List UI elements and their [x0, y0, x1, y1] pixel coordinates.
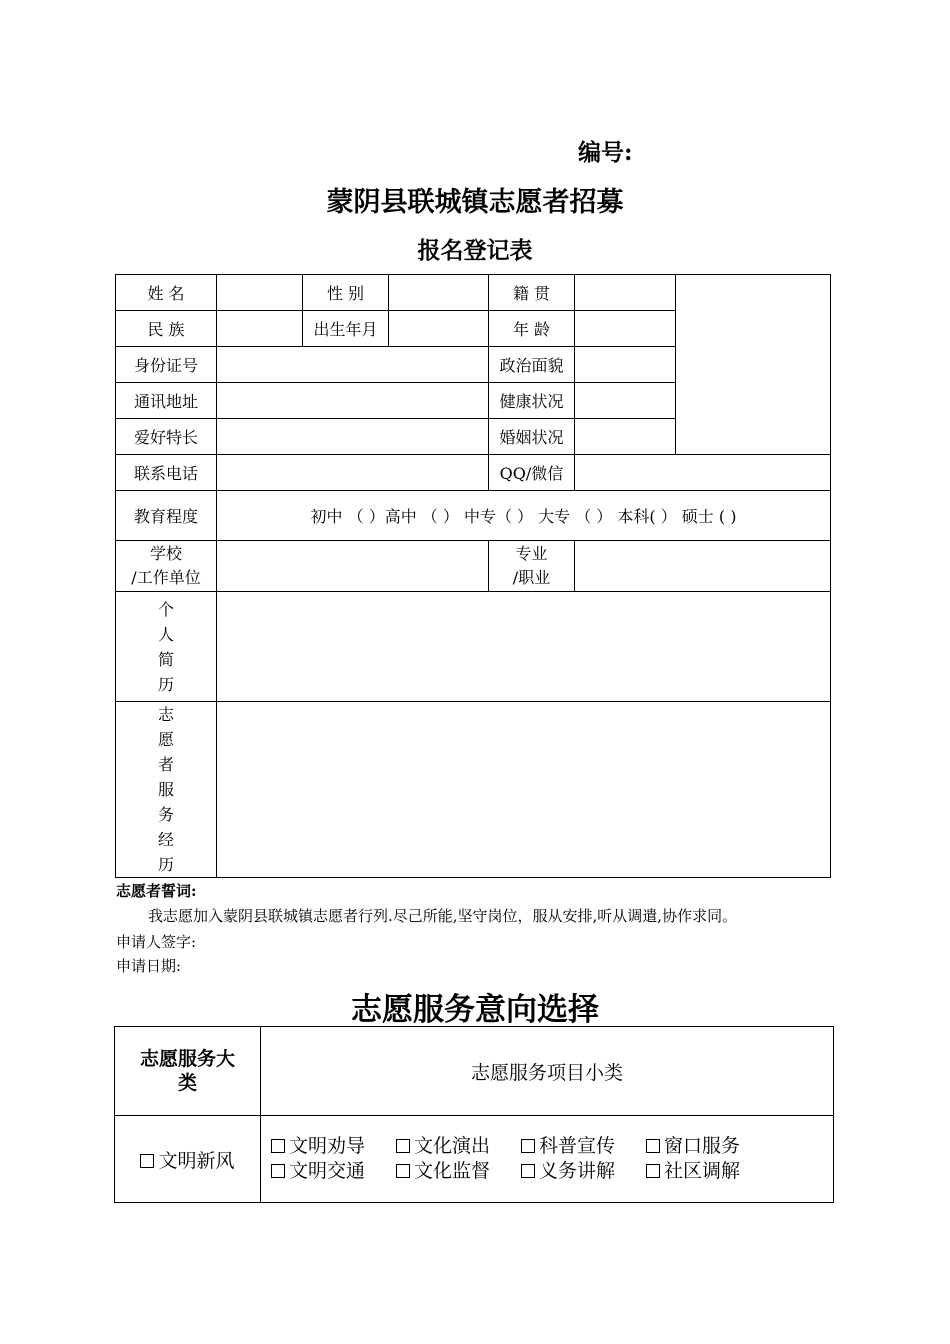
- resume-char: 历: [157, 674, 174, 694]
- political-field[interactable]: [575, 347, 676, 383]
- phone-label: 联系电话: [116, 455, 217, 491]
- major-field[interactable]: [575, 541, 831, 592]
- photo-box[interactable]: [676, 275, 831, 455]
- service-char: 服: [157, 780, 174, 799]
- gender-field[interactable]: [389, 275, 489, 311]
- resume-label: [116, 592, 217, 702]
- oath-text: 我志愿加入蒙阴县联城镇志愿者行列.尽己所能,坚守岗位，服从安排,听从调遣,协作求同。: [148, 907, 738, 925]
- option-window-service[interactable]: [646, 1134, 771, 1159]
- option-label: 文明劝导: [289, 1135, 366, 1157]
- hobbies-label: 爱好特长: [116, 419, 217, 455]
- age-label: 年 龄: [489, 311, 575, 347]
- age-field[interactable]: [575, 311, 676, 347]
- address-label: 通讯地址: [116, 383, 217, 419]
- qq-label: QQ/微信: [489, 455, 575, 491]
- major-label-line1: 专业: [515, 544, 548, 563]
- signature-label: 申请人签字:: [116, 933, 197, 951]
- subcategory-options: [261, 1116, 834, 1203]
- registration-table: [115, 274, 831, 878]
- option-label: 社区调解: [664, 1160, 741, 1182]
- category-header-line2: 类: [177, 1072, 197, 1094]
- page-subtitle: 报名登记表: [417, 237, 533, 264]
- gender-label: 性 别: [303, 275, 389, 311]
- option-science-promotion[interactable]: [521, 1134, 646, 1159]
- id-number-field[interactable]: [217, 347, 489, 383]
- option-civil-traffic[interactable]: [271, 1159, 396, 1184]
- marital-label: 婚姻状况: [489, 419, 575, 455]
- service-char: 历: [157, 855, 174, 874]
- option-label: 窗口服务: [664, 1135, 741, 1157]
- education-options[interactable]: 初中 （ ）高中 （ ） 中专（ ） 大专 （ ） 本科( ） 硕士 ( ): [217, 491, 831, 541]
- service-char: 经: [157, 830, 174, 849]
- category-header: [115, 1027, 261, 1116]
- intent-title: 志愿服务意向选择: [351, 992, 599, 1028]
- marital-field[interactable]: [575, 419, 676, 455]
- address-field[interactable]: [217, 383, 489, 419]
- qq-field[interactable]: [575, 455, 831, 491]
- option-cultural-supervision[interactable]: [396, 1159, 521, 1184]
- option-cultural-performance[interactable]: [396, 1134, 521, 1159]
- school-label: [116, 541, 217, 592]
- option-label: 文化监督: [414, 1160, 491, 1182]
- option-volunteer-guide[interactable]: [521, 1159, 646, 1184]
- hobbies-field[interactable]: [217, 419, 489, 455]
- name-field[interactable]: [217, 275, 303, 311]
- intent-table: [114, 1026, 834, 1203]
- option-community-mediation[interactable]: [646, 1159, 771, 1184]
- school-label-line1: 学校: [149, 544, 182, 563]
- service-char: 志: [157, 705, 174, 724]
- option-label: 义务讲解: [539, 1160, 616, 1182]
- resume-char: 简: [157, 649, 174, 669]
- category-header-line1: 志愿服务大: [139, 1048, 235, 1070]
- health-label: 健康状况: [489, 383, 575, 419]
- phone-field[interactable]: [217, 455, 489, 491]
- native-place-label: 籍 贯: [489, 275, 575, 311]
- id-number-label: 身份证号: [116, 347, 217, 383]
- health-field[interactable]: [575, 383, 676, 419]
- option-label: 文化演出: [414, 1135, 491, 1157]
- subcategory-header: 志愿服务项目小类: [261, 1027, 834, 1116]
- service-char: 者: [157, 755, 174, 774]
- ethnicity-field[interactable]: [217, 311, 303, 347]
- checkbox-icon[interactable]: [271, 1164, 285, 1178]
- option-label: 科普宣传: [539, 1135, 616, 1157]
- school-label-line2: /工作单位: [131, 568, 201, 587]
- major-label: [489, 541, 575, 592]
- resume-field[interactable]: [217, 592, 831, 702]
- checkbox-icon[interactable]: [646, 1164, 660, 1178]
- service-experience-field[interactable]: [217, 702, 831, 878]
- option-label: 文明交通: [289, 1160, 366, 1182]
- birth-label: 出生年月: [303, 311, 389, 347]
- resume-char: 个: [157, 599, 174, 619]
- service-char: 愿: [157, 730, 174, 749]
- checkbox-icon[interactable]: [521, 1139, 535, 1153]
- name-label: 姓 名: [116, 275, 217, 311]
- service-char: 务: [157, 805, 174, 824]
- major-label-line2: /职业: [512, 568, 551, 587]
- checkbox-icon[interactable]: [521, 1164, 535, 1178]
- category-civility-label: 文明新风: [158, 1149, 235, 1172]
- page-title: 蒙阴县联城镇志愿者招募: [326, 187, 624, 218]
- political-label: 政治面貌: [489, 347, 575, 383]
- serial-number-label: 编号:: [578, 139, 633, 166]
- option-civil-persuasion[interactable]: [271, 1134, 396, 1159]
- checkbox-icon[interactable]: [396, 1139, 410, 1153]
- checkbox-icon[interactable]: [140, 1154, 154, 1168]
- native-place-field[interactable]: [575, 275, 676, 311]
- checkbox-icon[interactable]: [646, 1139, 660, 1153]
- checkbox-icon[interactable]: [396, 1164, 410, 1178]
- school-field[interactable]: [217, 541, 489, 592]
- ethnicity-label: 民 族: [116, 311, 217, 347]
- education-label: 教育程度: [116, 491, 217, 541]
- oath-title: 志愿者誓词:: [116, 882, 197, 900]
- checkbox-icon[interactable]: [271, 1139, 285, 1153]
- category-civility[interactable]: [115, 1116, 261, 1203]
- birth-field[interactable]: [389, 311, 489, 347]
- service-experience-label: [116, 702, 217, 878]
- date-label: 申请日期:: [116, 957, 182, 975]
- resume-char: 人: [157, 624, 174, 644]
